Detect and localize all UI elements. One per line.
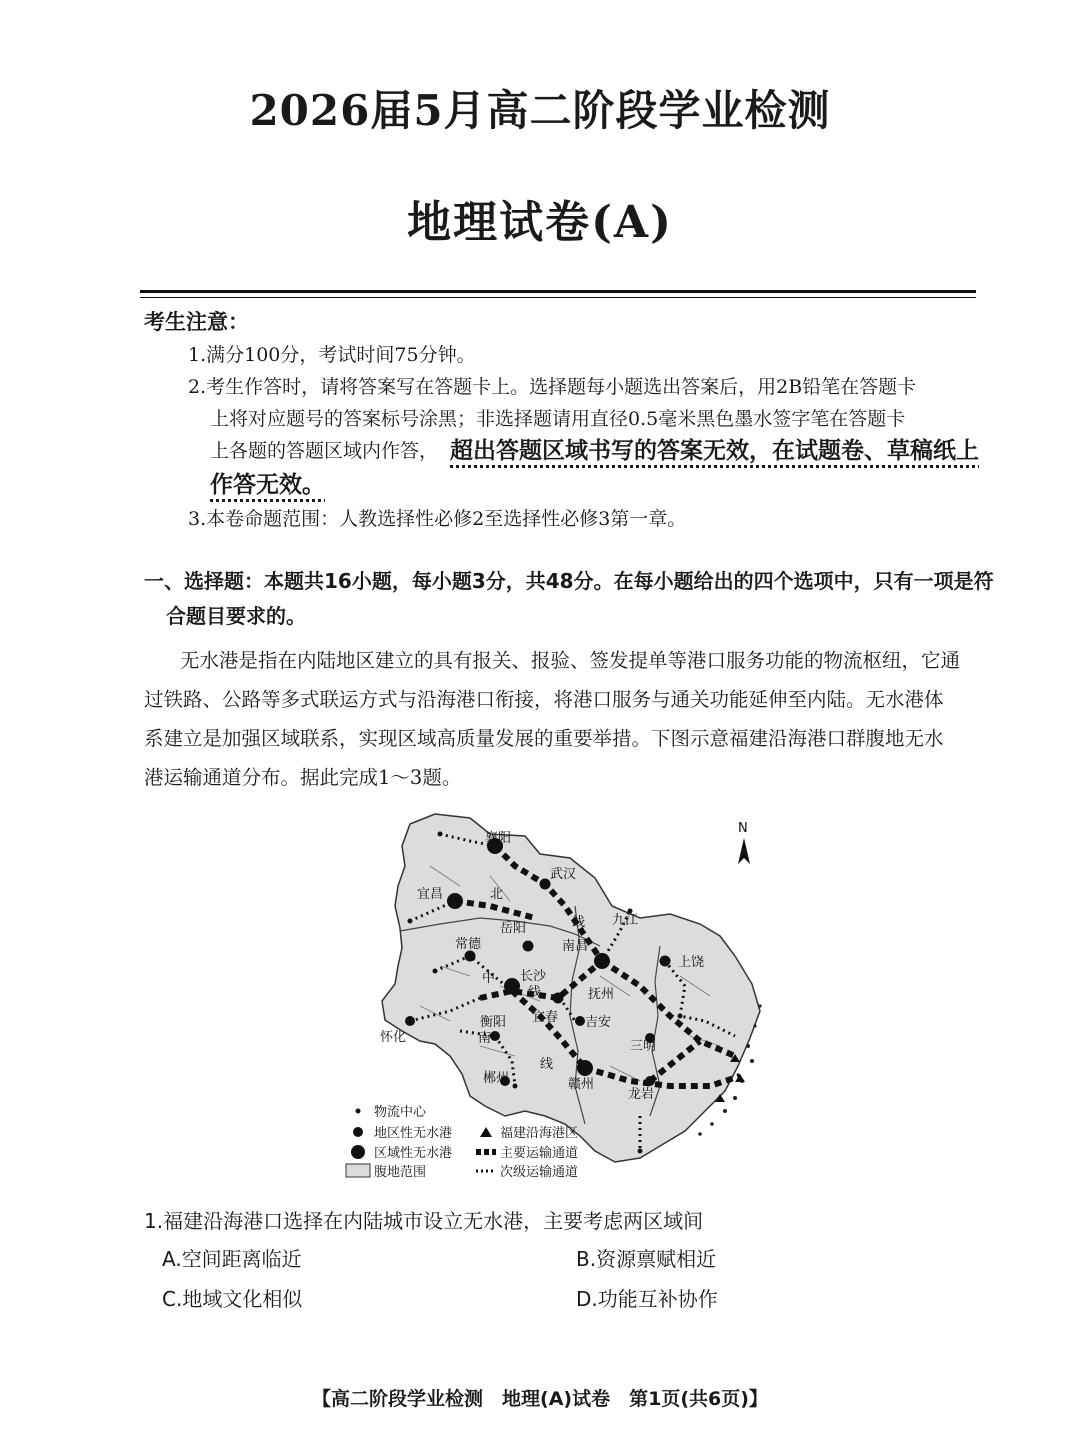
city-label: 上饶 (678, 955, 705, 970)
notice-item-2-line-3a: 上各题的答题区域内作答， (210, 440, 439, 462)
district-dry-port-wuhan (540, 879, 551, 890)
question-1-option-a[interactable]: A.空间距离临近 (162, 1247, 302, 1271)
legend-district-port-icon (353, 1127, 363, 1137)
district-dry-port-huaihua (405, 1016, 415, 1026)
subject-title: 地理试卷(A) (407, 197, 673, 248)
district-dry-port-yichun (553, 993, 564, 1004)
city-label: 宜春 (532, 1010, 559, 1025)
legend-label: 物流中心 (374, 1105, 427, 1120)
legend-label: 福建沿海港区 (500, 1126, 579, 1141)
legend-hinterland-icon (346, 1164, 370, 1177)
corridor-label: 线 (528, 985, 542, 1000)
district-dry-port-longyan (645, 1076, 655, 1086)
city-label: 常德 (455, 937, 482, 952)
legend-label: 主要运输通道 (500, 1146, 579, 1161)
notice-item-2-line-4: 作答无效。 (210, 472, 325, 498)
district-dry-port-jian (575, 1016, 585, 1026)
notice-item-2-line-2: 上将对应题号的答案标号涂黑；非选择题请用直径0.5毫米黑色墨水签字笔在答题卡 (210, 408, 906, 430)
regional-dry-port-nanchang (594, 953, 610, 969)
dry-port-map (340, 806, 790, 1191)
legend-logistics-icon (356, 1109, 361, 1114)
corridor-label: 线 (540, 1057, 554, 1072)
city-label: 郴州 (483, 1071, 510, 1086)
city-label: 九江 (612, 913, 639, 928)
city-label: 襄阳 (485, 831, 512, 846)
city-label: 抚州 (588, 987, 615, 1002)
legend-label: 腹地范围 (374, 1165, 427, 1180)
city-label: 三明 (630, 1039, 657, 1054)
notice-item-2-line-3b: 超出答题区域书写的答案无效，在试题卷、草稿纸上 (450, 438, 979, 464)
passage-line-1: 无水港是指在内陆地区建立的具有报关、报验、签发提单等港口服务功能的物流枢纽，它通 (180, 649, 961, 672)
district-dry-port-hengyang (490, 1031, 500, 1041)
corridor-label: 北 (490, 887, 504, 902)
corridor-label: 中 (482, 971, 496, 986)
district-dry-port-shangrao (660, 956, 671, 967)
north-label: N (738, 821, 748, 836)
regional-dry-port-ganzhou (577, 1060, 593, 1076)
city-label: 武汉 (550, 867, 577, 882)
city-label: 龙岩 (628, 1087, 655, 1102)
passage-line-4: 港运输通道分布。据此完成1～3题。 (144, 766, 462, 789)
corridor-label: 南 (478, 1031, 492, 1046)
logistics-center (678, 1014, 683, 1019)
legend-port-triangle-icon (480, 1127, 492, 1137)
north-arrow-icon (738, 838, 750, 864)
city-label: 宜昌 (417, 887, 444, 902)
city-label: 衡阳 (480, 1015, 507, 1030)
city-label: 长沙 (520, 969, 547, 984)
legend-regional-port-icon (351, 1145, 365, 1159)
district-dry-port-changde (465, 951, 476, 962)
page-footer: 【高二阶段学业检测 地理(A)试卷 第1页(共6页)】 (312, 1388, 768, 1410)
logistics-center (638, 1149, 643, 1154)
notice-heading: 考生注意： (144, 310, 249, 334)
legend-label: 地区性无水港 (374, 1126, 453, 1141)
regional-dry-port-yichang (447, 893, 463, 909)
notice-item-2-line-1: 2.考生作答时，请将答案写在答题卡上。选择题每小题选出答案后，用2B铅笔在答题卡 (188, 376, 917, 398)
city-label: 怀化 (380, 1030, 407, 1045)
logistics-center (513, 1084, 518, 1089)
header-rule-thin (140, 297, 976, 298)
city-label: 赣州 (568, 1077, 595, 1092)
section1-heading-line-2: 合题目要求的。 (166, 604, 306, 628)
logistics-center (433, 969, 438, 974)
section1-heading-line-1: 一、选择题：本题共16小题，每小题3分，共48分。在每小题给出的四个选项中，只有一项是符 (144, 569, 994, 593)
question-1-option-c[interactable]: C.地域文化相似 (162, 1287, 303, 1311)
notice-item-3: 3.本卷命题范围：人教选择性必修2至选择性必修3第一章。 (188, 508, 687, 530)
exam-title: 2026届5月高二阶段学业检测 (249, 86, 831, 135)
corridor-label: 线 (572, 915, 586, 930)
logistics-center (438, 832, 443, 837)
regional-dry-port-changsha (504, 978, 520, 994)
question-1-option-d[interactable]: D.功能互补协作 (576, 1287, 718, 1311)
district-dry-port-yueyang (523, 941, 534, 952)
legend-label: 次级运输通道 (500, 1165, 579, 1180)
question-1-stem: 1.福建沿海港口选择在内陆城市设立无水港，主要考虑两区域间 (144, 1209, 704, 1233)
passage-line-3: 系建立是加强区域联系，实现区域高质量发展的重要举措。下图示意福建沿海港口群腹地无水 (144, 727, 944, 750)
notice-item-1: 1.满分100分，考试时间75分钟。 (188, 344, 476, 366)
passage-line-2: 过铁路、公路等多式联运方式与沿海港口衔接，将港口服务与通关功能延伸至内陆。无水港体 (144, 688, 944, 711)
question-1-option-b[interactable]: B.资源禀赋相近 (576, 1247, 717, 1271)
logistics-center (408, 919, 413, 924)
city-label: 吉安 (585, 1015, 612, 1030)
city-label: 岳阳 (500, 921, 527, 936)
legend-label: 区域性无水港 (374, 1146, 453, 1161)
city-label: 南昌 (562, 939, 589, 954)
header-rule-thick (140, 290, 976, 293)
